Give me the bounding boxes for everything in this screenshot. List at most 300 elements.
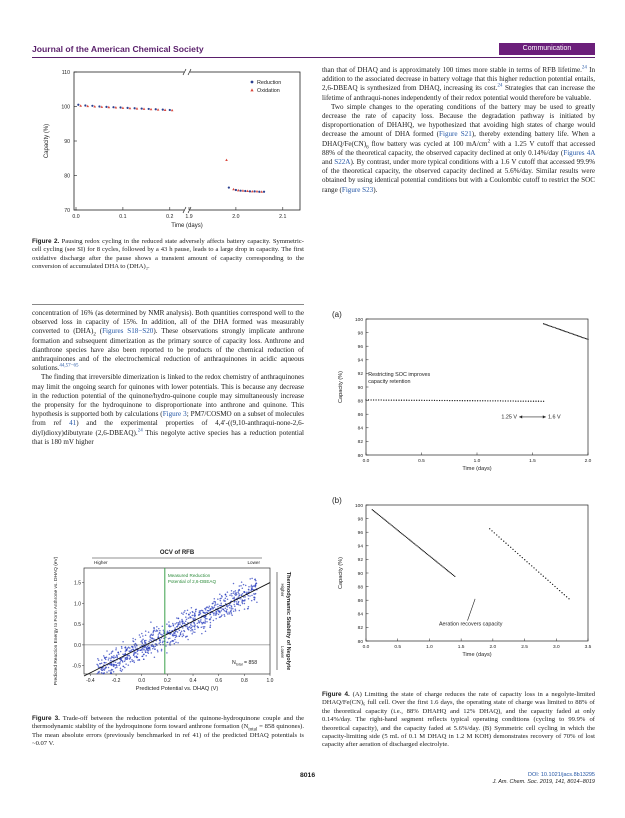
data-point	[215, 602, 217, 604]
fig4a-data-point	[459, 400, 460, 401]
oxidation-point	[100, 105, 103, 107]
fig4a-data-point	[543, 323, 544, 324]
oxidation-point	[251, 190, 254, 192]
fig4b-data-point	[401, 533, 402, 534]
fig4b-y-tick-label: 94	[357, 544, 363, 550]
fig4b-data-point	[554, 586, 555, 587]
data-point	[239, 610, 241, 612]
data-point	[134, 645, 136, 647]
data-point	[212, 607, 214, 609]
fig4a-y-tick-label: 98	[357, 331, 363, 337]
fig4b-y-tick-label: 84	[357, 612, 363, 618]
data-point	[172, 623, 174, 625]
data-point	[104, 669, 106, 671]
data-point	[173, 624, 175, 626]
data-point	[254, 579, 256, 581]
fig4b-data-point	[547, 580, 548, 581]
data-point	[149, 647, 151, 649]
fig4b-data-point	[568, 598, 569, 599]
data-point	[108, 670, 110, 672]
fig4b-data-point	[508, 545, 509, 546]
fig4a-data-point	[566, 331, 567, 332]
fig4b-data-point	[405, 536, 406, 537]
fig4a-y-tick-label: 96	[357, 345, 363, 350]
fig4a-x-tick-label: 1.0	[473, 459, 481, 464]
fig4b-data-point	[387, 521, 388, 522]
reduction-point	[112, 106, 114, 108]
data-point	[134, 656, 136, 658]
fig4b-data-point	[378, 514, 379, 515]
data-point	[121, 658, 123, 660]
fig4b-data-point	[412, 541, 413, 542]
reduction-point	[119, 106, 121, 108]
data-point	[135, 646, 137, 648]
fig4b-data-point	[446, 569, 447, 570]
fig4b-data-point	[438, 562, 439, 563]
fig4a-data-point	[368, 399, 369, 400]
data-point	[227, 605, 229, 607]
chart-title: OCV of RFB	[159, 550, 195, 556]
data-point	[189, 617, 191, 619]
data-point	[152, 648, 154, 650]
fig4a-data-point	[552, 326, 553, 327]
fig4b-data-point	[501, 538, 502, 539]
fig4b-data-point	[426, 553, 427, 554]
data-point	[191, 633, 193, 635]
data-point	[198, 621, 200, 623]
legend-label: Reduction	[257, 80, 282, 86]
fig4a-data-point	[523, 400, 524, 401]
data-point	[192, 615, 194, 617]
data-point	[220, 605, 222, 607]
data-point	[237, 592, 239, 594]
fig4a-y-tick-label: 100	[354, 317, 363, 323]
fig4b-data-point	[372, 509, 373, 510]
data-point	[167, 632, 169, 634]
fig4a-data-point	[525, 400, 526, 401]
data-point	[210, 614, 212, 616]
fig4a-data-point	[507, 400, 508, 401]
data-point	[249, 578, 251, 580]
data-point	[165, 645, 167, 647]
fig4a-y-tick-label: 84	[357, 426, 363, 432]
figure-2-caption-text: Pausing redox cycling in the reduced state adversely affects battery capacity. Symmetric-cell cycling (see SI) for 8 cycles, followed by a 43 h pause, leads to a large drop in capacity. The first oxidative discharge after the pause shows a transient amount of capacity corresponding to the conversion of accumulated DHA to (DHA)₂.	[32, 238, 304, 271]
data-point	[192, 631, 194, 633]
fig4b-data-point	[408, 539, 409, 540]
fig4b-data-point	[420, 548, 421, 549]
data-point	[221, 595, 223, 597]
y-tick-label: 80	[64, 173, 70, 180]
data-point	[241, 581, 243, 583]
data-point	[242, 593, 244, 595]
fig4b-y-tick-label: 90	[357, 571, 363, 577]
data-point	[250, 586, 252, 588]
data-point	[160, 633, 162, 635]
oxidation-point	[171, 109, 174, 111]
fig4b-data-point	[505, 543, 506, 544]
fig4a-data-point	[497, 400, 498, 401]
data-point	[155, 643, 157, 645]
reduction-point	[263, 191, 265, 193]
data-point	[148, 647, 150, 649]
data-point	[217, 606, 219, 608]
fig4b-y-tick-label: 100	[354, 503, 363, 509]
fig4a-data-point	[403, 400, 404, 401]
data-point	[149, 649, 151, 651]
y-tick-label: 100	[61, 104, 70, 111]
data-point	[122, 653, 124, 655]
data-point	[115, 667, 117, 669]
title-right-label: Lower	[247, 560, 260, 565]
data-point	[204, 619, 206, 621]
fig4b-data-point	[452, 574, 453, 575]
fig4a-y-tick-label: 92	[357, 372, 363, 378]
data-point	[224, 610, 226, 612]
data-point	[251, 589, 253, 591]
data-point	[205, 631, 207, 633]
data-point	[237, 596, 239, 598]
data-point	[124, 661, 126, 663]
data-point	[226, 612, 228, 614]
data-point	[217, 603, 219, 605]
data-point	[232, 592, 234, 594]
fig4b-data-point	[557, 588, 558, 589]
data-point	[226, 610, 228, 612]
data-point	[185, 616, 187, 618]
data-point	[125, 663, 127, 665]
data-point	[208, 607, 210, 609]
reduction-point	[228, 186, 230, 188]
data-point	[110, 670, 112, 672]
fig4a-data-point	[431, 400, 432, 401]
fig4b-data-point	[441, 565, 442, 566]
data-point	[137, 653, 139, 655]
fig4b-data-point	[409, 540, 410, 541]
data-point	[248, 589, 250, 591]
data-point	[151, 652, 153, 654]
data-point	[152, 635, 154, 637]
fig4a-arrow-left-label: 1.25 V	[501, 414, 517, 421]
fig4a-data-point	[585, 338, 586, 339]
fig4a-data-point	[447, 400, 448, 401]
reduction-point	[239, 190, 241, 192]
data-point	[215, 614, 217, 616]
doi-link[interactable]: DOI: 10.1021/jacs.8b13295	[528, 772, 595, 778]
data-point	[186, 619, 188, 621]
fig4b-data-point	[415, 544, 416, 545]
fig4b-data-point	[375, 512, 376, 513]
fig4a-y-tick-label: 94	[357, 358, 363, 364]
data-point	[201, 622, 203, 624]
data-point	[178, 617, 180, 619]
fig4a-data-point	[474, 400, 475, 401]
data-point	[150, 637, 152, 639]
data-point	[226, 609, 228, 611]
data-point	[227, 613, 229, 615]
data-point	[133, 655, 135, 657]
data-point	[166, 652, 168, 654]
reduction-point	[254, 190, 256, 192]
data-point	[153, 628, 155, 630]
fig4a-data-point	[411, 400, 412, 401]
fig4b-data-point	[432, 558, 433, 559]
data-point	[125, 649, 127, 651]
oxidation-point	[232, 188, 235, 190]
footer-citation	[493, 772, 595, 786]
oxidation-point	[225, 159, 228, 161]
data-point	[133, 653, 135, 655]
data-point	[182, 633, 184, 635]
data-point	[106, 650, 108, 652]
data-point	[183, 612, 185, 614]
data-point	[212, 602, 214, 604]
fig4a-data-point	[583, 337, 584, 338]
fig4a-data-point	[500, 400, 501, 401]
figure-3-caption	[32, 715, 304, 749]
fig4b-y-tick-label: 86	[357, 599, 363, 604]
data-point	[179, 621, 181, 623]
data-point	[131, 659, 133, 661]
fig4b-y-tick-label: 82	[357, 626, 363, 632]
data-point	[251, 595, 253, 597]
figure-3-caption-sub: total	[248, 727, 258, 733]
data-point	[242, 603, 244, 605]
data-point	[153, 630, 155, 632]
figure-4-caption	[322, 691, 595, 750]
oxidation-point	[143, 108, 146, 110]
data-point	[226, 596, 228, 598]
data-point	[126, 659, 128, 661]
data-point	[121, 646, 123, 648]
fig4b-data-point	[531, 565, 532, 566]
data-point	[185, 626, 187, 628]
data-point	[104, 657, 106, 659]
fig4a-data-point	[469, 400, 470, 401]
data-point	[200, 613, 202, 615]
data-point	[190, 630, 192, 632]
data-point	[191, 629, 193, 631]
data-point	[108, 667, 110, 669]
fig4b-annotation: Aeration recovers capacity	[438, 621, 503, 628]
fig4b-data-point	[444, 567, 445, 568]
data-point	[180, 632, 182, 634]
data-point	[159, 639, 161, 641]
right-top-label: Higher	[280, 583, 285, 597]
data-point	[143, 654, 145, 656]
fig4b-data-point	[526, 561, 527, 562]
fig4a-y-tick-label: 88	[357, 399, 363, 405]
fig4b-data-point	[382, 518, 383, 519]
data-point	[214, 598, 216, 600]
data-point	[110, 652, 112, 654]
x-tick-label: 0.4	[189, 678, 197, 684]
data-point	[125, 646, 127, 648]
fig4b-data-point	[436, 561, 437, 562]
fig4b-data-point	[453, 575, 454, 576]
fig4b-data-point	[388, 522, 389, 523]
oxidation-point	[122, 106, 125, 108]
data-point	[178, 622, 180, 624]
fig4a-data-point	[555, 327, 556, 328]
fig4b-data-point	[416, 545, 417, 546]
figure-3-caption-tail: = 858 quinones). The mean absolute errors (previously benchmarked in ref 41) of the predicted DHAQ potentials is ~0.07 V.	[32, 723, 304, 748]
fig4b-panel-label: (b)	[332, 496, 342, 505]
data-point	[140, 636, 142, 638]
data-point	[123, 666, 125, 668]
fig4a-annotation-line-1: Restricting SOC improves	[368, 372, 431, 379]
oxidation-point	[260, 190, 263, 192]
data-point	[198, 612, 200, 614]
data-point	[185, 620, 187, 622]
data-point	[234, 601, 236, 603]
paragraph: than that of DHAQ and is approximately 100 times more stable in terms of RFB lifetime.$^{24}$ In addition to the associated decrease in battery voltage that this higher reduction potential entails, 2,6-DBEAQ is synthesized from DHAQ, increasing its cost.$^{24}$ Strategies that can increase the lifetime of anthraqui-nones independently of their redox potential would therefore be valuable.	[322, 65, 596, 102]
data-point	[147, 646, 149, 648]
data-point	[205, 612, 207, 614]
data-point	[183, 635, 185, 637]
fig4a-data-point	[563, 330, 564, 331]
fig4a-data-point	[375, 399, 376, 400]
data-point	[122, 669, 124, 671]
reduction-point	[141, 107, 143, 109]
reduction-point	[148, 108, 150, 110]
data-point	[130, 661, 132, 663]
fig4a-x-tick-label: 2.0	[584, 459, 592, 464]
data-point	[158, 643, 160, 645]
oxidation-point	[115, 106, 118, 108]
data-point	[111, 656, 113, 658]
fig4b-data-point	[445, 568, 446, 569]
fig4b-y-tick-label: 80	[357, 639, 363, 645]
figure-3-chart	[32, 546, 307, 706]
data-point	[220, 600, 222, 602]
data-point	[199, 610, 201, 612]
data-point	[231, 606, 233, 608]
data-point	[194, 623, 196, 625]
data-point	[176, 617, 178, 619]
fig4a-data-point	[414, 400, 415, 401]
data-point	[201, 633, 203, 635]
data-point	[239, 585, 241, 587]
fig4b-data-point	[379, 515, 380, 516]
right-bottom-label: Lower	[280, 646, 285, 658]
fig4b-data-point	[536, 569, 537, 570]
fig4b-data-point	[498, 536, 499, 537]
fig4a-x-axis-label: Time (days)	[462, 466, 492, 472]
data-point	[116, 655, 118, 657]
data-point	[238, 593, 240, 595]
measured-potential-label-1: Measured Reduction	[167, 573, 211, 578]
fig4b-data-point	[566, 596, 567, 597]
data-point	[97, 658, 99, 660]
fig4a-data-point	[457, 400, 458, 401]
data-point	[194, 624, 196, 626]
data-point	[221, 610, 223, 612]
fig4b-data-point	[510, 547, 511, 548]
fig4b-data-point	[402, 534, 403, 535]
data-point	[145, 655, 147, 657]
data-point	[137, 657, 139, 659]
fig4b-data-point	[496, 534, 497, 535]
data-point	[129, 658, 131, 660]
fig4b-data-point	[533, 567, 534, 568]
fig4b-y-axis-label: Capacity (%)	[338, 556, 344, 590]
fig4b-data-point	[421, 549, 422, 550]
data-point	[209, 605, 211, 607]
data-point	[224, 615, 226, 617]
data-point	[250, 590, 252, 592]
data-point	[190, 623, 192, 625]
data-point	[235, 592, 237, 594]
data-point	[174, 639, 176, 641]
figure-4b-chart	[330, 493, 595, 673]
data-point	[101, 672, 103, 674]
fig4a-data-point	[568, 332, 569, 333]
data-point	[125, 653, 127, 655]
data-point	[100, 668, 102, 670]
fig4a-data-point	[540, 401, 541, 402]
data-point	[195, 611, 197, 613]
reduction-point	[258, 191, 260, 193]
data-point	[248, 606, 250, 608]
fig4b-data-point	[389, 523, 390, 524]
data-point	[169, 626, 171, 628]
fig4a-panel-label: (a)	[332, 310, 342, 319]
data-point	[158, 628, 160, 630]
fig4a-data-point	[426, 400, 427, 401]
fig4a-data-point	[553, 327, 554, 328]
data-point	[215, 604, 217, 606]
data-point	[103, 673, 105, 675]
data-point	[142, 635, 144, 637]
data-point	[131, 649, 133, 651]
data-point	[192, 612, 194, 614]
data-point	[147, 651, 149, 653]
figure-2-label: Figure 2.	[32, 238, 60, 245]
data-point	[188, 614, 190, 616]
data-point	[198, 620, 200, 622]
fig4a-data-point	[576, 335, 577, 336]
figure-4-label: Figure 4.	[322, 691, 350, 698]
legend-marker-oxidation	[250, 88, 253, 91]
fig4a-data-point	[370, 399, 371, 400]
fig4a-data-point	[373, 399, 374, 400]
data-point	[142, 655, 144, 657]
fig4a-data-point	[586, 338, 587, 339]
data-point	[206, 621, 208, 623]
paragraph: Two simple changes to the operating conditions of the battery may be used to greatly decrease the rate of capacity loss. Because the degradation pathway is initiated by disproportionation of DHAHQ, we hypothesized that avoiding high states of charge would decrease the amount of DHA formed (Figure S21), thereby extending battery life. When a DHAQ/$Fe(CN)_6$ flow battery was cycled at 100 $mA/cm^2$ with a 1.25 V cutoff that accessed 88% of the theoretical capacity, the observed capacity declined at only 0.14%/day (Figures 4A and S22A). By contrast, under more typical conditions with a 1.6 V cutoff that accessed 99.9% of the theoretical capacity, the observed capacity declined at 5.6%/day. Similar results were obtained by using identical potential conditions but with a Coulombic cutoff to restrict the SOC range (Figure S23).	[322, 102, 595, 194]
data-point	[215, 618, 217, 620]
fig4a-data-point	[582, 337, 583, 338]
data-point	[175, 634, 177, 636]
fig4b-data-point	[396, 529, 397, 530]
fig4b-data-point	[398, 530, 399, 531]
data-point	[202, 610, 204, 612]
fig4a-data-point	[561, 330, 562, 331]
fig4a-data-point	[520, 400, 521, 401]
data-point	[234, 605, 236, 607]
fig4a-data-point	[439, 400, 440, 401]
data-point	[231, 590, 233, 592]
data-point	[150, 621, 152, 623]
data-point	[106, 671, 108, 673]
data-point	[145, 634, 147, 636]
figure-2-chart	[32, 64, 312, 234]
fig4a-data-point	[569, 332, 570, 333]
fig4b-data-point	[406, 537, 407, 538]
data-point	[181, 621, 183, 623]
fig4a-data-point	[538, 401, 539, 402]
data-point	[243, 592, 245, 594]
